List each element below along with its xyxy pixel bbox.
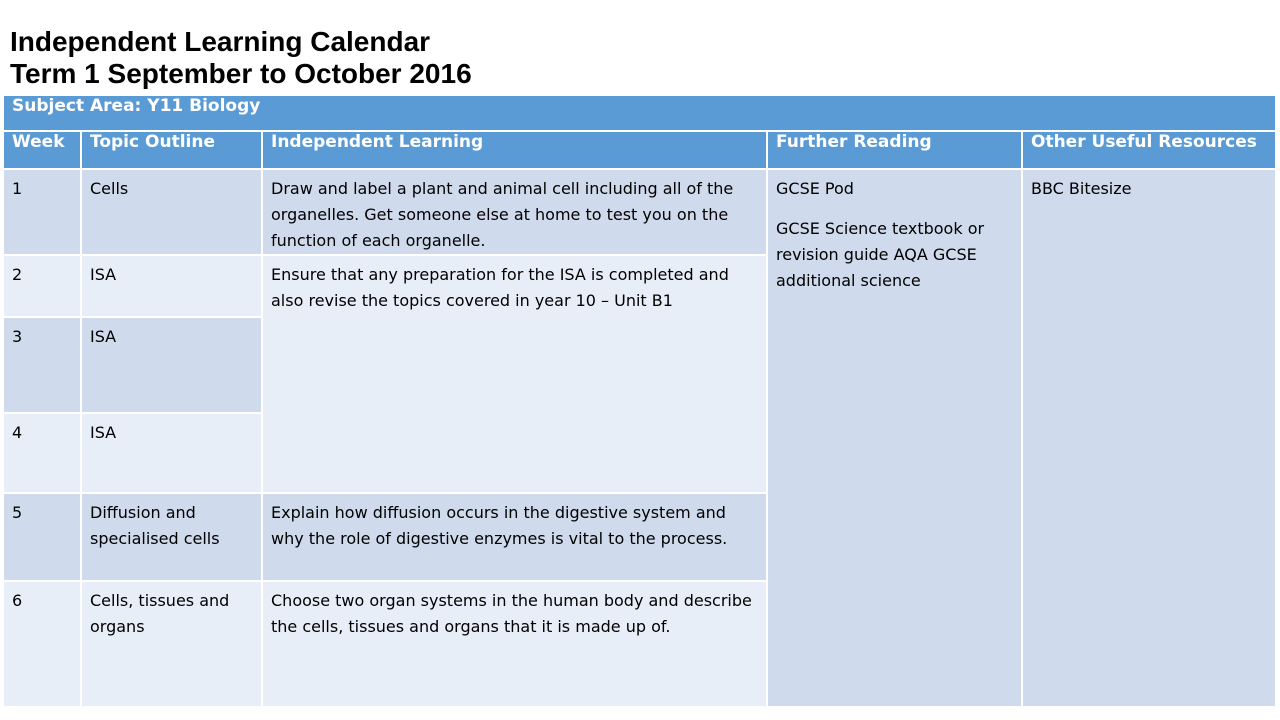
learning-cell: Ensure that any preparation for the ISA is completed and also revise the topics covered in year 10 – Unit B1	[262, 255, 767, 493]
page-title	[10, 26, 472, 90]
week-cell: 5	[3, 493, 81, 581]
learning-cell: Choose two organ systems in the human body and describe the cells, tissues and organs that it is made up of.	[262, 581, 767, 707]
column-header-independent-learning: Independent Learning	[262, 131, 767, 169]
column-header-week: Week	[3, 131, 81, 169]
week-cell: 2	[3, 255, 81, 317]
further-reading-cell	[767, 169, 1022, 707]
learning-cell: Draw and label a plant and animal cell including all of the organelles. Get someone else at home to test you on the function of each organelle.	[262, 169, 767, 255]
week-cell: 3	[3, 317, 81, 413]
week-cell: 1	[3, 169, 81, 255]
title-line-2: Term 1 September to October 2016	[10, 58, 472, 89]
topic-cell: Cells, tissues and organs	[81, 581, 262, 707]
learning-cell: Explain how diffusion occurs in the digestive system and why the role of digestive enzymes is vital to the process.	[262, 493, 767, 581]
table-row	[3, 169, 1276, 255]
title-line-1: Independent Learning Calendar	[10, 26, 431, 57]
week-cell: 4	[3, 413, 81, 493]
column-header-other-resources: Other Useful Resources	[1022, 131, 1276, 169]
topic-cell: ISA	[81, 317, 262, 413]
topic-cell: ISA	[81, 413, 262, 493]
further-reading-item: GCSE Science textbook or revision guide AQA GCSE additional science	[776, 219, 985, 290]
further-reading-item: GCSE Pod	[776, 179, 854, 198]
topic-cell: Cells	[81, 169, 262, 255]
week-cell: 6	[3, 581, 81, 707]
subject-area-header: Subject Area: Y11 Biology	[3, 95, 1276, 131]
topic-cell: ISA	[81, 255, 262, 317]
other-resources-cell: BBC Bitesize	[1022, 169, 1276, 707]
calendar-table	[2, 94, 1277, 708]
column-header-topic: Topic Outline	[81, 131, 262, 169]
column-header-further-reading: Further Reading	[767, 131, 1022, 169]
topic-cell: Diffusion and specialised cells	[81, 493, 262, 581]
